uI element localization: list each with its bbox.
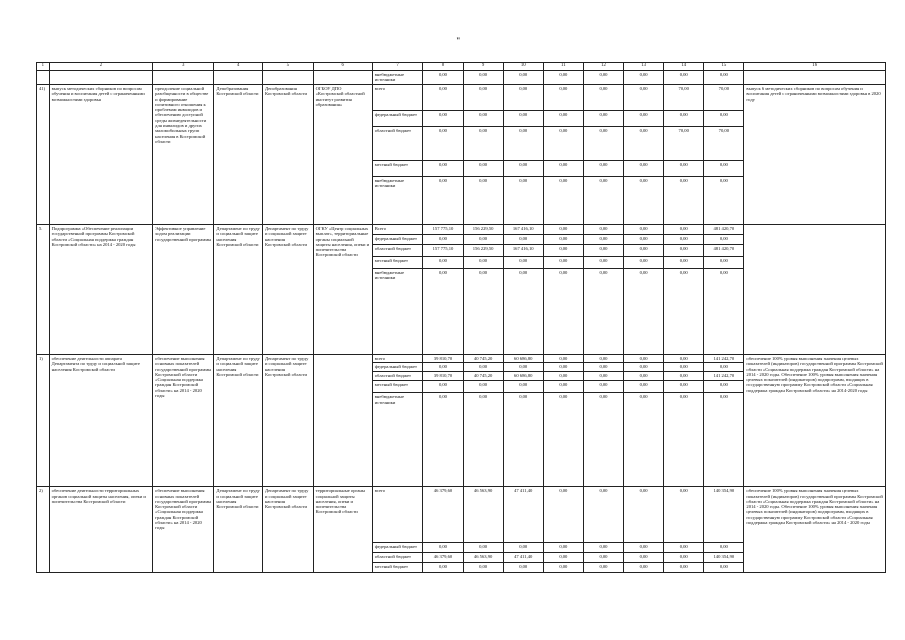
goal-description: обеспечение выполнения основных показателей государственной программы Костромской области «Социальная поддержка граждан Костромской области» на 2014 - 2020 годы xyxy=(153,487,214,573)
header-cell: 6 xyxy=(313,63,372,71)
item-number: 1) xyxy=(37,355,50,487)
amount-cell: 0,00 xyxy=(624,363,664,372)
expected-result xyxy=(744,225,886,355)
amount-cell: 0,00 xyxy=(704,543,744,553)
page-number: " xyxy=(456,36,461,45)
amount-cell: 0,00 xyxy=(583,71,623,85)
amount-cell: 0,00 xyxy=(664,225,704,235)
amount-cell: 156 229,50 xyxy=(463,225,503,235)
amount-cell: 40 745,20 xyxy=(463,355,503,363)
amount-cell: 0,00 xyxy=(624,372,664,381)
amount-cell: 0,00 xyxy=(704,235,744,245)
amount-cell: 0,00 xyxy=(583,269,623,355)
amount-cell: 167 416,10 xyxy=(503,225,543,235)
header-cell: 15 xyxy=(704,63,744,71)
amount-cell: 0,00 xyxy=(423,177,463,225)
amount-cell: 0,00 xyxy=(423,381,463,393)
amount-cell: 0,00 xyxy=(543,563,583,573)
amount-cell: 70,00 xyxy=(704,85,744,111)
amount-cell: 0,00 xyxy=(463,363,503,372)
amount-cell: 0,00 xyxy=(543,372,583,381)
amount-cell: 0,00 xyxy=(704,363,744,372)
amount-cell: 0,00 xyxy=(423,363,463,372)
amount-cell: 0,00 xyxy=(583,372,623,381)
amount-cell: 70,00 xyxy=(704,127,744,161)
amount-cell: 60 686,80 xyxy=(503,372,543,381)
amount-cell: 0,00 xyxy=(463,563,503,573)
amount-cell: 70,00 xyxy=(664,85,704,111)
activity-name: выпуск методических сборников по вопросам обучения и воспитания детей с ограниченными возможностями здоровья xyxy=(49,85,152,225)
amount-cell: 141 242,70 xyxy=(704,372,744,381)
amount-cell: 157 775,10 xyxy=(423,245,463,257)
amount-cell: 0,00 xyxy=(664,487,704,543)
amount-cell: 0,00 xyxy=(543,269,583,355)
amount-cell: 0,00 xyxy=(704,111,744,127)
amount-cell: 40 745,20 xyxy=(463,372,503,381)
table-row xyxy=(37,225,886,235)
amount-cell: 0,00 xyxy=(543,257,583,269)
participant: ОГБОУ ДПО «Костромской областной институт развития образования» xyxy=(313,85,372,225)
goal-description xyxy=(153,71,214,85)
amount-cell: 0,00 xyxy=(624,245,664,257)
co-executor: Департамент по труду и социальной защите населения Костромской области xyxy=(262,225,313,355)
amount-cell: 0,00 xyxy=(543,553,583,563)
responsible-executor: Департамент по труду и социальной защите населения Костромской области xyxy=(214,487,263,573)
amount-cell: 0,00 xyxy=(543,245,583,257)
amount-cell: 0,00 xyxy=(423,235,463,245)
item-number: 5. xyxy=(37,225,50,355)
responsible-executor: Департамент по труду и социальной защите населения Костромской области xyxy=(214,355,263,487)
amount-cell: 70,00 xyxy=(664,127,704,161)
amount-cell: 0,00 xyxy=(664,372,704,381)
amount-cell: 0,00 xyxy=(624,85,664,111)
amount-cell: 0,00 xyxy=(543,393,583,487)
expected-result: выпуск 6 методических сборников по вопросам обучения и воспитания детей с ограниченными возможностями здоровья в 2020 году xyxy=(744,85,886,225)
amount-cell: 0,00 xyxy=(624,543,664,553)
amount-cell: 0,00 xyxy=(583,127,623,161)
amount-cell: 0,00 xyxy=(664,245,704,257)
table-row xyxy=(37,85,886,111)
amount-cell: 481 420,70 xyxy=(704,225,744,235)
funding-source: местный бюджет xyxy=(372,257,423,269)
amount-cell: 46 379,60 xyxy=(423,487,463,543)
header-cell: 7 xyxy=(372,63,423,71)
amount-cell: 0,00 xyxy=(503,381,543,393)
amount-cell: 0,00 xyxy=(463,161,503,177)
amount-cell: 0,00 xyxy=(583,563,623,573)
header-cell: 10 xyxy=(503,63,543,71)
amount-cell: 0,00 xyxy=(423,563,463,573)
amount-cell: 0,00 xyxy=(423,269,463,355)
amount-cell: 0,00 xyxy=(624,111,664,127)
amount-cell: 0,00 xyxy=(463,85,503,111)
amount-cell: 0,00 xyxy=(583,235,623,245)
funding-source: областной бюджет xyxy=(372,372,423,381)
amount-cell: 0,00 xyxy=(704,563,744,573)
amount-cell: 0,00 xyxy=(624,161,664,177)
amount-cell: 0,00 xyxy=(704,257,744,269)
amount-cell: 0,00 xyxy=(624,381,664,393)
amount-cell: 0,00 xyxy=(624,563,664,573)
amount-cell: 0,00 xyxy=(624,269,664,355)
header-cell: 14 xyxy=(664,63,704,71)
amount-cell: 0,00 xyxy=(704,71,744,85)
amount-cell: 47 411,40 xyxy=(503,487,543,543)
amount-cell: 481 420,70 xyxy=(704,245,744,257)
amount-cell: 0,00 xyxy=(704,177,744,225)
amount-cell: 39 810,70 xyxy=(423,355,463,363)
table-row xyxy=(37,355,886,363)
table-row xyxy=(37,487,886,543)
amount-cell: 0,00 xyxy=(543,85,583,111)
funding-source: внебюджетные источники xyxy=(372,269,423,355)
amount-cell: 0,00 xyxy=(624,127,664,161)
amount-cell: 0,00 xyxy=(503,363,543,372)
amount-cell: 0,00 xyxy=(423,393,463,487)
amount-cell: 0,00 xyxy=(583,85,623,111)
responsible-executor xyxy=(214,71,263,85)
amount-cell: 39 810,70 xyxy=(423,372,463,381)
item-number xyxy=(37,71,50,85)
amount-cell: 0,00 xyxy=(583,393,623,487)
funding-source: местный бюджет xyxy=(372,563,423,573)
activity-name: обеспечение деятельности аппарата Департамента по труду и социальной защите населения Костромской области xyxy=(49,355,152,487)
amount-cell: 0,00 xyxy=(543,487,583,543)
expected-result: обеспечение 100% уровня выполнения значения целевых показателей (индикаторов) государственной программы Костромской области «Социальная поддержка граждан Костромской области» на 2014 - 2020 годы. Обеспечение 100% уровня выполнения значения целевых показателей (индикаторов) подпрограмм, входящих в государственную программу Костромской области «Социальная поддержка граждан Костромской области» на 2014 - 2020 годы xyxy=(744,487,886,573)
amount-cell: 0,00 xyxy=(463,71,503,85)
header-cell: 16 xyxy=(744,63,886,71)
amount-cell: 157 775,10 xyxy=(423,225,463,235)
amount-cell: 0,00 xyxy=(583,245,623,257)
activity-name: обеспечение деятельности территориальных органов социальной защиты населения, опеки и попечительства Костромской области xyxy=(49,487,152,573)
budget-table xyxy=(36,62,886,573)
amount-cell: 0,00 xyxy=(664,355,704,363)
amount-cell: 141 242,70 xyxy=(704,355,744,363)
amount-cell: 0,00 xyxy=(664,393,704,487)
amount-cell: 167 416,10 xyxy=(503,245,543,257)
amount-cell: 0,00 xyxy=(624,355,664,363)
funding-source: всего xyxy=(372,85,423,111)
table-row xyxy=(37,71,886,85)
amount-cell: 140 354,90 xyxy=(704,553,744,563)
amount-cell: 0,00 xyxy=(664,257,704,269)
funding-source: местный бюджет xyxy=(372,381,423,393)
amount-cell: 0,00 xyxy=(463,111,503,127)
amount-cell: 0,00 xyxy=(583,381,623,393)
amount-cell: 0,00 xyxy=(463,257,503,269)
amount-cell: 0,00 xyxy=(423,257,463,269)
amount-cell: 0,00 xyxy=(543,161,583,177)
amount-cell: 0,00 xyxy=(423,111,463,127)
header-cell: 12 xyxy=(583,63,623,71)
amount-cell: 0,00 xyxy=(664,553,704,563)
amount-cell: 0,00 xyxy=(463,235,503,245)
co-executor: Департамент по труду и социальной защите населения Костромской области xyxy=(262,487,313,573)
amount-cell: 0,00 xyxy=(664,177,704,225)
amount-cell: 0,00 xyxy=(583,161,623,177)
amount-cell: 0,00 xyxy=(583,363,623,372)
amount-cell: 0,00 xyxy=(704,269,744,355)
amount-cell: 0,00 xyxy=(543,355,583,363)
header-cell: 4 xyxy=(214,63,263,71)
amount-cell: 0,00 xyxy=(543,235,583,245)
funding-source: всего xyxy=(372,487,423,543)
item-number: 2) xyxy=(37,487,50,573)
amount-cell: 46 563,90 xyxy=(463,487,503,543)
amount-cell: 0,00 xyxy=(624,487,664,543)
amount-cell: 0,00 xyxy=(664,381,704,393)
funding-source: внебюджетные источники xyxy=(372,177,423,225)
goal-description: обеспечение выполнения основных показателей государственной программы Костромской области «Социальная поддержка граждан Костромской области» на 2014 - 2020 годы xyxy=(153,355,214,487)
amount-cell: 0,00 xyxy=(583,257,623,269)
amount-cell: 0,00 xyxy=(463,127,503,161)
co-executor: Депобразования Костромской области xyxy=(262,85,313,225)
amount-cell: 0,00 xyxy=(583,225,623,235)
amount-cell: 0,00 xyxy=(423,543,463,553)
activity-name xyxy=(49,71,152,85)
amount-cell: 0,00 xyxy=(503,127,543,161)
co-executor: Департамент по труду и социальной защите населения Костромской области xyxy=(262,355,313,487)
amount-cell: 0,00 xyxy=(583,487,623,543)
participant: ОГКУ «Центр социальных выплат», территориальные органы социальной защиты населения, опеки и попечительства Костромской области xyxy=(313,225,372,355)
header-cell: 1 xyxy=(37,63,50,71)
amount-cell: 0,00 xyxy=(664,363,704,372)
amount-cell: 0,00 xyxy=(704,393,744,487)
funding-source: внебюджетные источники xyxy=(372,71,423,85)
funding-source: областной бюджет xyxy=(372,127,423,161)
goal-description: преодоление социальной разобщенности в обществе и формирование позитивного отношения к проблемам инвалидов и обеспечению доступной среды жизнедеятельности для инвалидов и других маломобильных групп населения в Костромской области xyxy=(153,85,214,225)
amount-cell: 0,00 xyxy=(624,225,664,235)
amount-cell: 0,00 xyxy=(503,161,543,177)
amount-cell: 0,00 xyxy=(624,177,664,225)
goal-description: Эффективное управление ходом реализации государственной программы xyxy=(153,225,214,355)
participant xyxy=(313,71,372,85)
amount-cell: 0,00 xyxy=(664,563,704,573)
amount-cell: 0,00 xyxy=(664,543,704,553)
amount-cell: 0,00 xyxy=(664,161,704,177)
amount-cell: 0,00 xyxy=(423,127,463,161)
table-header-row xyxy=(37,63,886,71)
responsible-executor: Департамент по труду и социальной защите населения Костромской области xyxy=(214,225,263,355)
amount-cell: 0,00 xyxy=(503,543,543,553)
amount-cell: 156 229,50 xyxy=(463,245,503,257)
amount-cell: 0,00 xyxy=(583,543,623,553)
funding-source: Всего xyxy=(372,225,423,235)
amount-cell: 0,00 xyxy=(543,127,583,161)
amount-cell: 0,00 xyxy=(423,85,463,111)
funding-source: областной бюджет xyxy=(372,245,423,257)
responsible-executor: Депобразования Костромской области xyxy=(214,85,263,225)
amount-cell: 0,00 xyxy=(503,269,543,355)
header-cell: 5 xyxy=(262,63,313,71)
amount-cell: 0,00 xyxy=(624,257,664,269)
activity-name: Подпрограмма «Обеспечение реализации государственной программы Костромской области «Социальная поддержка граждан Костромской области» на 2014 - 2020 годы xyxy=(49,225,152,355)
amount-cell: 0,00 xyxy=(503,177,543,225)
amount-cell: 0,00 xyxy=(583,553,623,563)
header-cell: 3 xyxy=(153,63,214,71)
amount-cell: 0,00 xyxy=(463,177,503,225)
amount-cell: 0,00 xyxy=(624,71,664,85)
amount-cell: 0,00 xyxy=(664,269,704,355)
amount-cell: 0,00 xyxy=(583,355,623,363)
co-executor xyxy=(262,71,313,85)
amount-cell: 0,00 xyxy=(423,71,463,85)
amount-cell: 0,00 xyxy=(503,85,543,111)
amount-cell: 0,00 xyxy=(543,381,583,393)
participant xyxy=(313,355,372,487)
table-body xyxy=(37,63,886,573)
amount-cell: 0,00 xyxy=(624,553,664,563)
amount-cell: 0,00 xyxy=(704,161,744,177)
amount-cell: 60 686,80 xyxy=(503,355,543,363)
header-cell: 2 xyxy=(49,63,152,71)
amount-cell: 0,00 xyxy=(543,71,583,85)
participant: территориальные органы социальной защиты населения, опеки и попечительства Костромской области xyxy=(313,487,372,573)
amount-cell: 47 411,40 xyxy=(503,553,543,563)
amount-cell: 0,00 xyxy=(543,177,583,225)
amount-cell: 0,00 xyxy=(704,381,744,393)
amount-cell: 0,00 xyxy=(624,235,664,245)
amount-cell: 0,00 xyxy=(543,225,583,235)
funding-source: федеральный бюджет xyxy=(372,235,423,245)
expected-result: обеспечение 100% уровня выполнения значения целевых показателей (индикаторов) государственной программы Костромской области «Социальная поддержка граждан Костромской области» на 2014 - 2020 годы. Обеспечение 100% уровня выполнения значения целевых показателей (индикаторов) подпрограмм, входящих в государственную программу Костромской области «Социальная поддержка граждан Костромской области» на 2014-2020 годы xyxy=(744,355,886,487)
amount-cell: 0,00 xyxy=(543,543,583,553)
amount-cell: 0,00 xyxy=(423,161,463,177)
amount-cell: 0,00 xyxy=(624,393,664,487)
amount-cell: 0,00 xyxy=(503,393,543,487)
funding-source: федеральный бюджет xyxy=(372,111,423,127)
amount-cell: 140 354,90 xyxy=(704,487,744,543)
funding-source: федеральный бюджет xyxy=(372,543,423,553)
amount-cell: 0,00 xyxy=(463,543,503,553)
amount-cell: 0,00 xyxy=(503,235,543,245)
funding-source: федеральный бюджет xyxy=(372,363,423,372)
header-cell: 13 xyxy=(624,63,664,71)
funding-source: внебюджетные источники xyxy=(372,393,423,487)
amount-cell: 46 379,60 xyxy=(423,553,463,563)
amount-cell: 0,00 xyxy=(463,381,503,393)
expected-result xyxy=(744,71,886,85)
amount-cell: 46 563,90 xyxy=(463,553,503,563)
amount-cell: 0,00 xyxy=(583,111,623,127)
funding-source: областной бюджет xyxy=(372,553,423,563)
amount-cell: 0,00 xyxy=(463,269,503,355)
funding-source: всего xyxy=(372,355,423,363)
amount-cell: 0,00 xyxy=(664,111,704,127)
amount-cell: 0,00 xyxy=(543,363,583,372)
amount-cell: 0,00 xyxy=(664,235,704,245)
amount-cell: 0,00 xyxy=(503,257,543,269)
header-cell: 8 xyxy=(423,63,463,71)
amount-cell: 0,00 xyxy=(583,177,623,225)
header-cell: 9 xyxy=(463,63,503,71)
header-cell: 11 xyxy=(543,63,583,71)
amount-cell: 0,00 xyxy=(543,111,583,127)
amount-cell: 0,00 xyxy=(503,71,543,85)
funding-source: местный бюджет xyxy=(372,161,423,177)
amount-cell: 0,00 xyxy=(503,563,543,573)
item-number: 41) xyxy=(37,85,50,225)
amount-cell: 0,00 xyxy=(463,393,503,487)
amount-cell: 0,00 xyxy=(664,71,704,85)
amount-cell: 0,00 xyxy=(503,111,543,127)
